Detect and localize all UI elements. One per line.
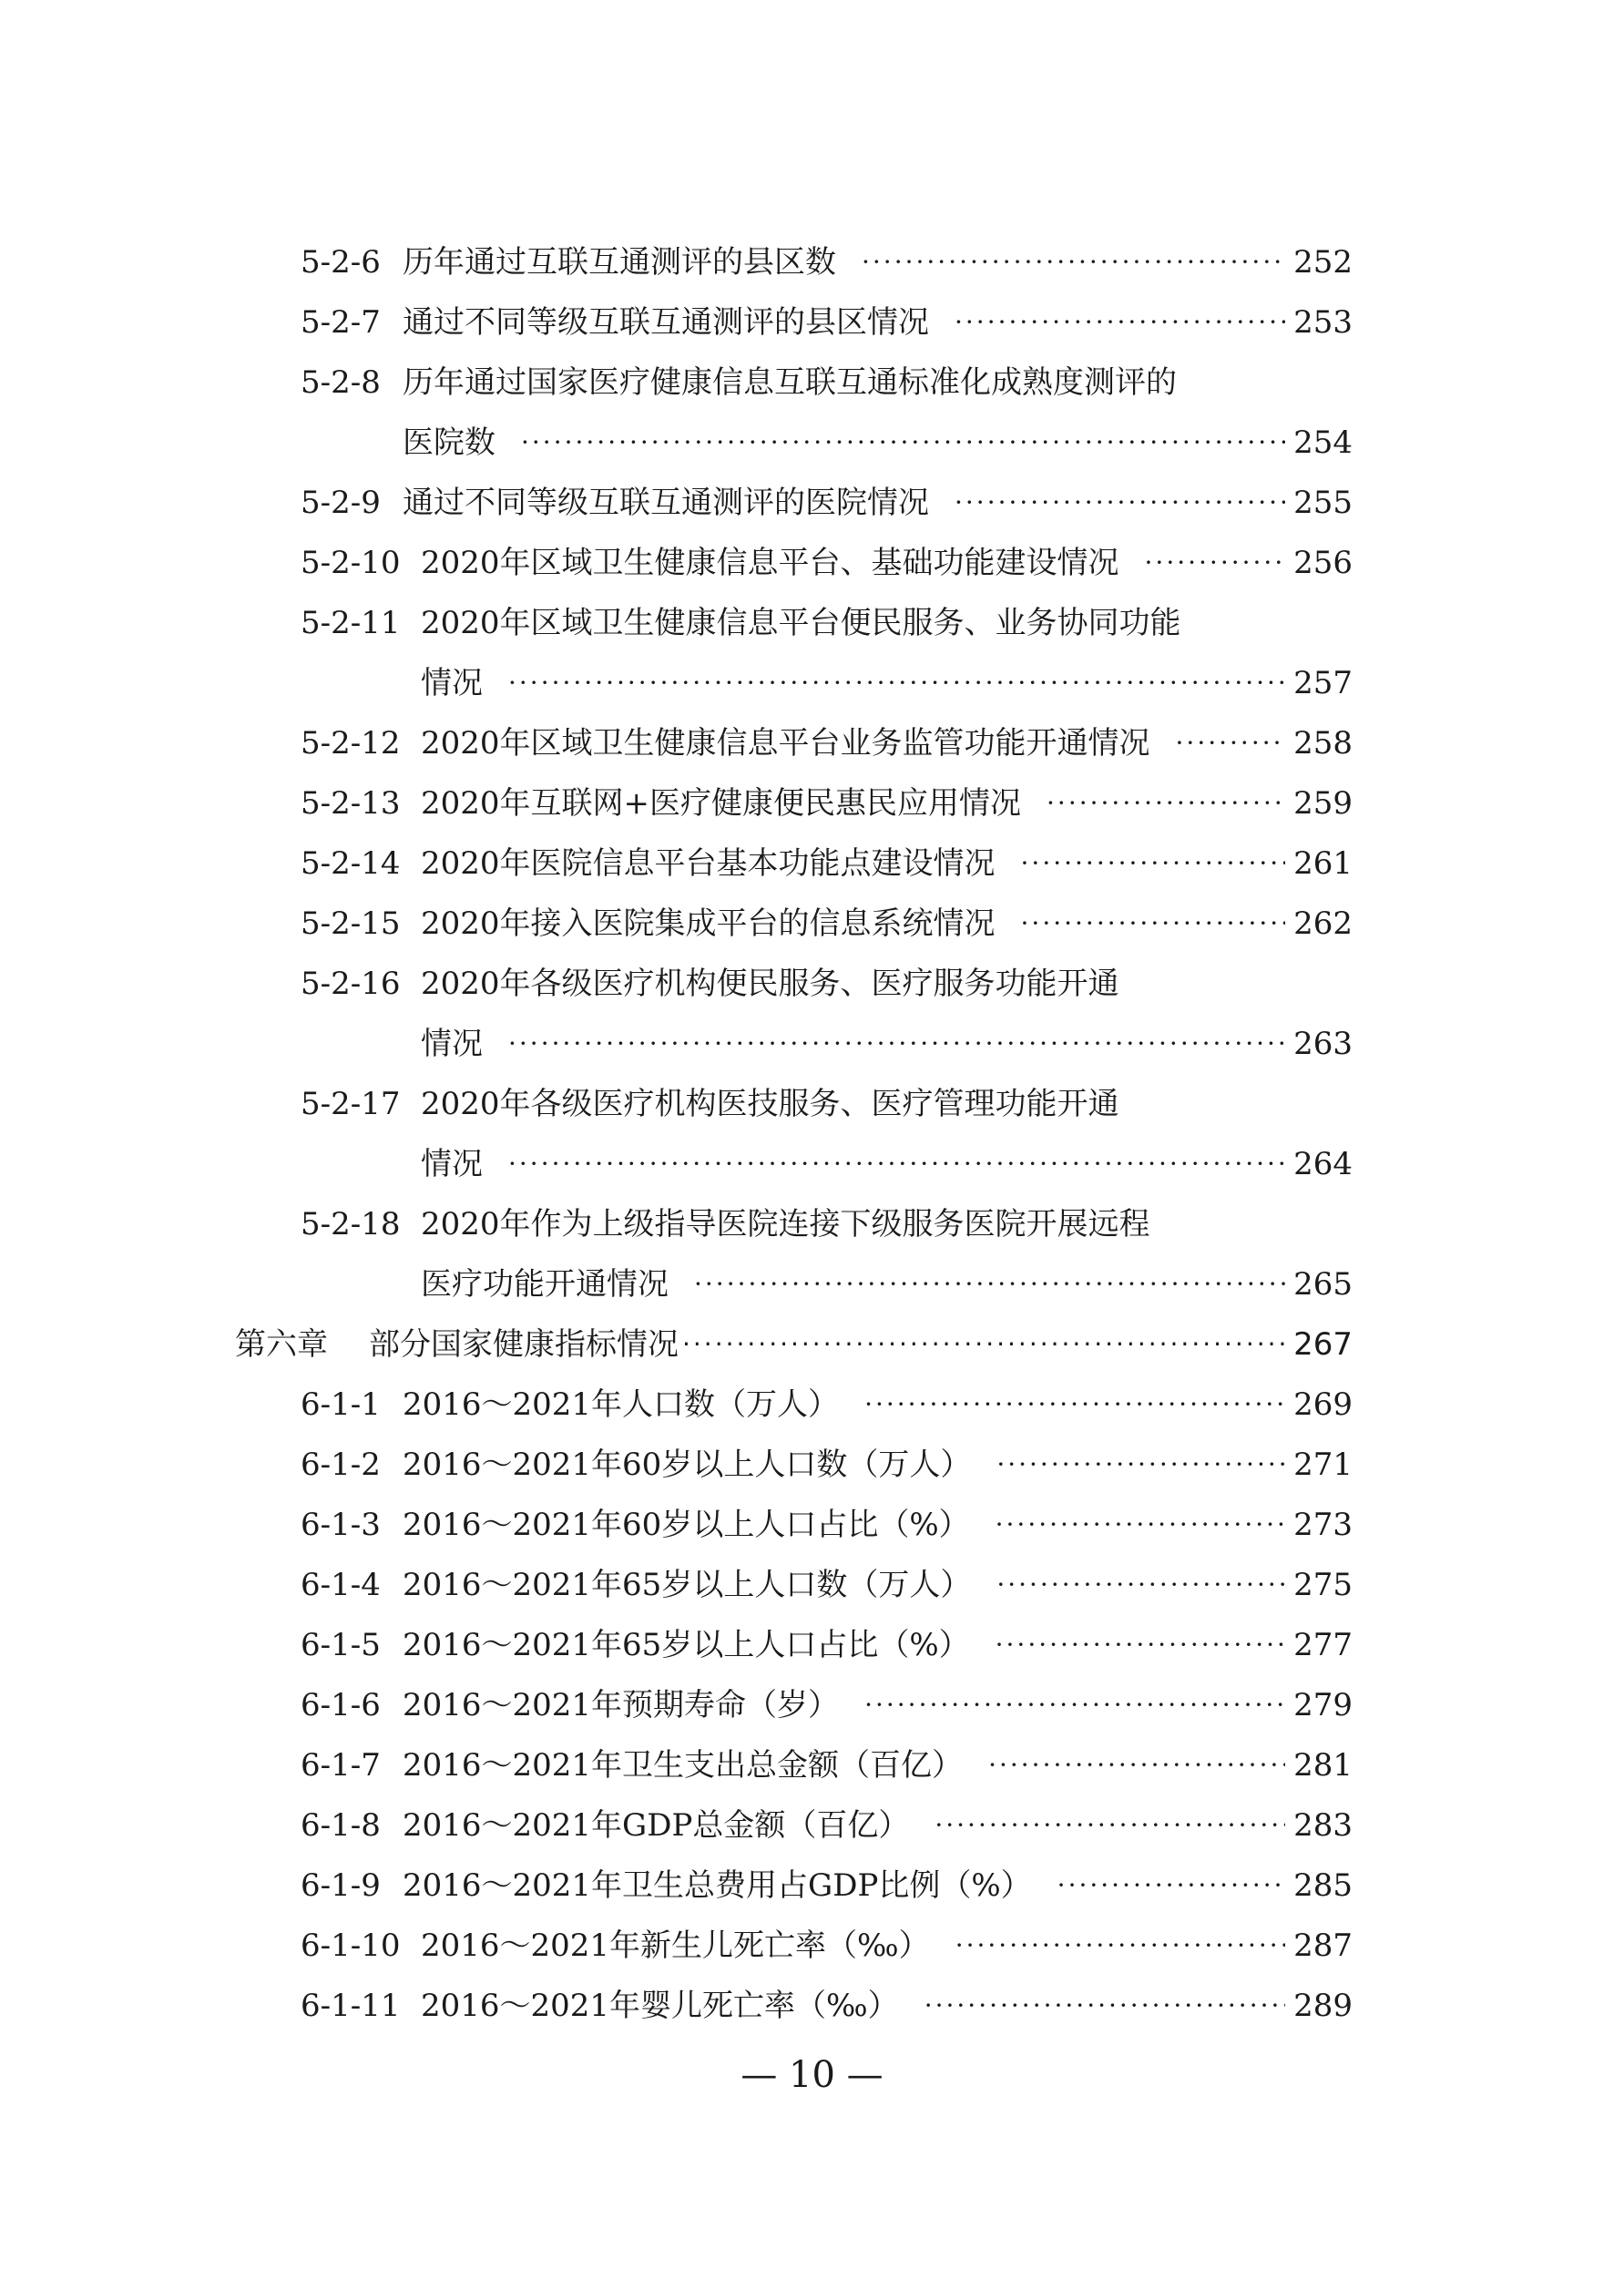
entry-title: 2020年区域卫生健康信息平台业务监管功能开通情况 [421,725,1150,762]
toc-entry-row [0,1976,1624,2036]
entry-title: 通过不同等级互联互通测评的县区情况 [403,304,929,341]
entry-number: 5-2-8 [301,364,381,401]
page-reference: 259 [1293,785,1353,822]
dot-leader [924,1976,1285,2036]
entry-title: 2016～2021年新生儿死亡率（‰） [421,1927,930,1964]
entry-number: 6-1-4 [301,1567,381,1603]
page-reference: 252 [1293,244,1353,281]
entry-number: 5-2-15 [301,905,401,942]
dot-leader [1021,894,1285,954]
toc-entry-row [0,593,1624,653]
dot-leader [988,1735,1285,1795]
entry-title: 情况 [421,1026,483,1062]
dot-leader [862,232,1285,292]
toc-entry-row [0,1675,1624,1735]
entry-title: 2016～2021年卫生总费用占GDP比例（%） [403,1867,1032,1904]
toc-entry-row [0,1435,1624,1495]
toc-entry-row [0,353,1624,413]
page-reference: 289 [1293,1988,1353,2024]
page-reference: 265 [1293,1266,1353,1303]
toc-entry-row [0,413,1624,473]
entry-number: 5-2-7 [301,304,381,341]
entry-title: 2016～2021年60岁以上人口占比（%） [403,1507,970,1543]
entry-title: 2016～2021年人口数（万人） [403,1386,840,1423]
entry-number: 5-2-6 [301,244,381,281]
entry-number: 5-2-17 [301,1086,401,1122]
entry-title: 历年通过国家医疗健康信息互联互通标准化成熟度测评的 [403,364,1177,401]
dot-leader [682,1314,1285,1375]
entry-title: 2016～2021年卫生支出总金额（百亿） [403,1747,964,1784]
toc-chapter-row [0,1314,1624,1375]
page-reference: 254 [1293,424,1353,461]
toc-entry-row [0,1375,1624,1435]
dot-leader [1021,833,1285,894]
page-reference: 287 [1293,1927,1353,1964]
entry-title: 2020年区域卫生健康信息平台、基础功能建设情况 [421,545,1119,581]
entry-title: 2020年接入医院集成平台的信息系统情况 [421,905,996,942]
dot-leader [955,1916,1285,1976]
entry-number: 6-1-6 [301,1687,381,1723]
entry-number: 6-1-9 [301,1867,381,1904]
toc-entry-row [0,1074,1624,1134]
toc-entry-row [0,954,1624,1014]
entry-title: 情况 [421,665,483,701]
entry-number: 5-2-14 [301,845,401,882]
page-number-footer: — 10 — [741,2054,883,2096]
dot-leader [996,1495,1285,1555]
page-reference: 262 [1293,905,1353,942]
entry-number: 5-2-18 [301,1206,401,1242]
entry-title: 2020年各级医疗机构医技服务、医疗管理功能开通 [421,1086,1119,1122]
page-reference: 264 [1293,1146,1353,1182]
dot-leader [1176,713,1285,773]
dot-leader [1057,1856,1285,1916]
page-reference: 253 [1293,304,1353,341]
entry-number: 5-2-16 [301,966,401,1002]
toc-entry-row [0,1916,1624,1976]
entry-title: 2016～2021年预期寿命（岁） [403,1687,840,1723]
entry-title: 2016～2021年婴儿死亡率（‰） [421,1988,899,2024]
dot-leader [996,1435,1285,1495]
entry-title: 2020年医院信息平台基本功能点建设情况 [421,845,996,882]
toc-entry-row [0,894,1624,954]
entry-title: 2020年各级医疗机构便民服务、医疗服务功能开通 [421,966,1119,1002]
entry-title: 2016～2021年60岁以上人口数（万人） [403,1447,972,1483]
entry-number: 5-2-11 [301,605,401,641]
page-reference: 275 [1293,1567,1353,1603]
entry-number: 5-2-9 [301,485,381,521]
dot-leader [694,1254,1285,1314]
toc-entry-row [0,1735,1624,1795]
dot-leader [521,413,1285,473]
toc-entry-row [0,1615,1624,1675]
dot-leader [508,1014,1285,1074]
dot-leader [508,653,1285,713]
page-reference: 273 [1293,1507,1353,1543]
dot-leader [864,1375,1285,1435]
page-reference: 263 [1293,1026,1353,1062]
entry-title: 2016～2021年65岁以上人口数（万人） [403,1567,972,1603]
page-reference: 267 [1293,1326,1353,1363]
entry-number: 6-1-10 [301,1927,401,1964]
page-reference: 261 [1293,845,1353,882]
page-reference: 256 [1293,545,1353,581]
toc-entry-row [0,473,1624,533]
entry-number: 5-2-10 [301,545,401,581]
entry-title: 2016～2021年65岁以上人口占比（%） [403,1627,970,1663]
entry-number: 6-1-7 [301,1747,381,1784]
dot-leader [996,1615,1285,1675]
toc-entry-row [0,533,1624,593]
page-reference: 285 [1293,1867,1353,1904]
entry-number: 6-1-5 [301,1627,381,1663]
toc-entry-row [0,1856,1624,1916]
toc-entry-row [0,292,1624,353]
entry-number: 5-2-12 [301,725,401,762]
dot-leader [955,473,1285,533]
dot-leader [1145,533,1285,593]
entry-number: 6-1-3 [301,1507,381,1543]
entry-title: 2020年作为上级指导医院连接下级服务医院开展远程 [421,1206,1150,1242]
entry-number: 6-1-8 [301,1807,381,1844]
page-reference: 277 [1293,1627,1353,1663]
toc-entry-row [0,232,1624,292]
toc-entry-row [0,1555,1624,1615]
toc-entry-row [0,653,1624,713]
chapter-number: 第六章 [235,1326,328,1363]
entry-title: 医院数 [403,424,495,461]
dot-leader [508,1134,1285,1194]
page-reference: 255 [1293,485,1353,521]
entry-title: 医疗功能开通情况 [421,1266,669,1303]
entry-title: 2016～2021年GDP总金额（百亿） [403,1807,910,1844]
dot-leader [864,1675,1285,1735]
entry-title: 2020年区域卫生健康信息平台便民服务、业务协同功能 [421,605,1181,641]
toc-entry-row [0,833,1624,894]
entry-title: 通过不同等级互联互通测评的医院情况 [403,485,929,521]
toc-entry-row [0,1014,1624,1074]
entry-number: 6-1-2 [301,1447,381,1483]
toc-entry-row [0,1795,1624,1856]
toc-entry-row [0,773,1624,833]
dot-leader [996,1555,1285,1615]
toc-entry-row [0,1134,1624,1194]
page-reference: 258 [1293,725,1353,762]
entry-number: 6-1-11 [301,1988,401,2024]
dot-leader [935,1795,1285,1856]
page-reference: 269 [1293,1386,1353,1423]
page-reference: 283 [1293,1807,1353,1844]
toc-entry-row [0,1495,1624,1555]
entry-title: 情况 [421,1146,483,1182]
entry-number: 5-2-13 [301,785,401,822]
page-reference: 257 [1293,665,1353,701]
page-reference: 281 [1293,1747,1353,1784]
dot-leader [955,292,1285,353]
page-reference: 271 [1293,1447,1353,1483]
toc-entry-row [0,713,1624,773]
chapter-title: 部分国家健康指标情况 [369,1326,679,1363]
toc-entry-row [0,1254,1624,1314]
toc-entry-row [0,1194,1624,1254]
entry-title: 2020年互联网+医疗健康便民惠民应用情况 [421,785,1022,822]
entry-title: 历年通过互联互通测评的县区数 [403,244,836,281]
entry-number: 6-1-1 [301,1386,381,1423]
dot-leader [1047,773,1285,833]
page-reference: 279 [1293,1687,1353,1723]
